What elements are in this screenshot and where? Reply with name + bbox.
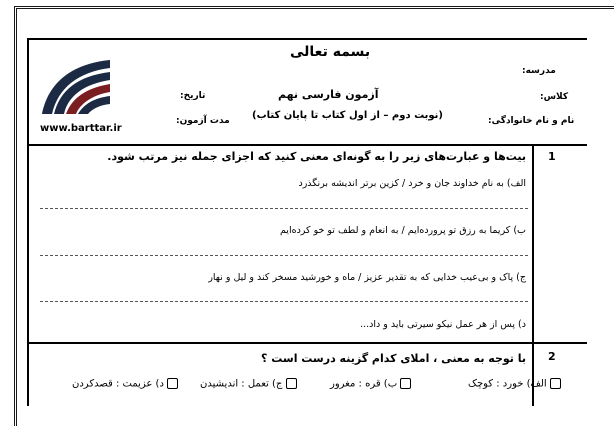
- multiple-choice-option[interactable]: [200, 378, 297, 390]
- question-instruction: با توجه به معنی ، املای کدام گزینه درست است ؟: [261, 352, 526, 365]
- option-label: د) عزیمت : قصدکردن: [72, 378, 164, 390]
- barttar-logo-icon: [40, 54, 130, 116]
- duration-label: مدت آزمون:: [176, 116, 230, 126]
- checkbox[interactable]: [167, 378, 178, 389]
- logo-url-text: www.barttar.ir: [40, 123, 122, 134]
- multiple-choice-option[interactable]: [330, 378, 411, 390]
- option-label: ج) تعمل : اندیشیدن: [200, 378, 283, 390]
- question-instruction: بیت‌ها و عبارت‌های زیر را به گونه‌ای معنی کنید که اجزای جمله نیز مرتب شود.: [107, 150, 526, 163]
- question-item: د) پس از هر عمل نیکو سیرتی باید و داد...: [360, 319, 526, 330]
- option-label: الف) خورد : کوچک: [468, 378, 547, 390]
- checkbox[interactable]: [400, 378, 411, 389]
- basmala-heading: بسمه تعالی: [290, 44, 371, 60]
- question-number: 2: [548, 350, 556, 363]
- question-item: الف) به نام خداوند جان و خرد / کزین برتر اندیشه برنگذرد: [298, 178, 526, 189]
- question-separator: [27, 342, 587, 344]
- question-number-column-divider: [532, 144, 534, 406]
- date-label: تاریخ:: [180, 91, 206, 101]
- question-number: 1: [548, 150, 556, 163]
- multiple-choice-option[interactable]: [72, 378, 178, 390]
- checkbox[interactable]: [550, 378, 561, 389]
- answer-line: [40, 208, 528, 209]
- option-label: ب) قره : مغرور: [330, 378, 398, 390]
- checkbox[interactable]: [286, 378, 297, 389]
- answer-line: [40, 255, 528, 256]
- name-label: نام و نام خانوادگی:: [488, 116, 575, 126]
- multiple-choice-option[interactable]: [468, 378, 561, 390]
- answer-line: [40, 301, 528, 302]
- question-item: ج) پاک و بی‌عیب خدایی که به تقدیر عزیز / ماه و خورشید مسخر کند و لیل و نهار: [208, 272, 526, 283]
- exam-title: آزمون فارسی نهم: [278, 88, 379, 101]
- class-label: کلاس:: [540, 92, 569, 102]
- exam-subtitle: (نوبت دوم – از اول کتاب تا پایان کتاب): [252, 110, 444, 121]
- question-item: ب) کریما به رزق تو پرورده‌ایم / به انعام و لطف تو خو کرده‌ایم: [279, 225, 526, 236]
- school-label: مدرسه:: [522, 66, 556, 76]
